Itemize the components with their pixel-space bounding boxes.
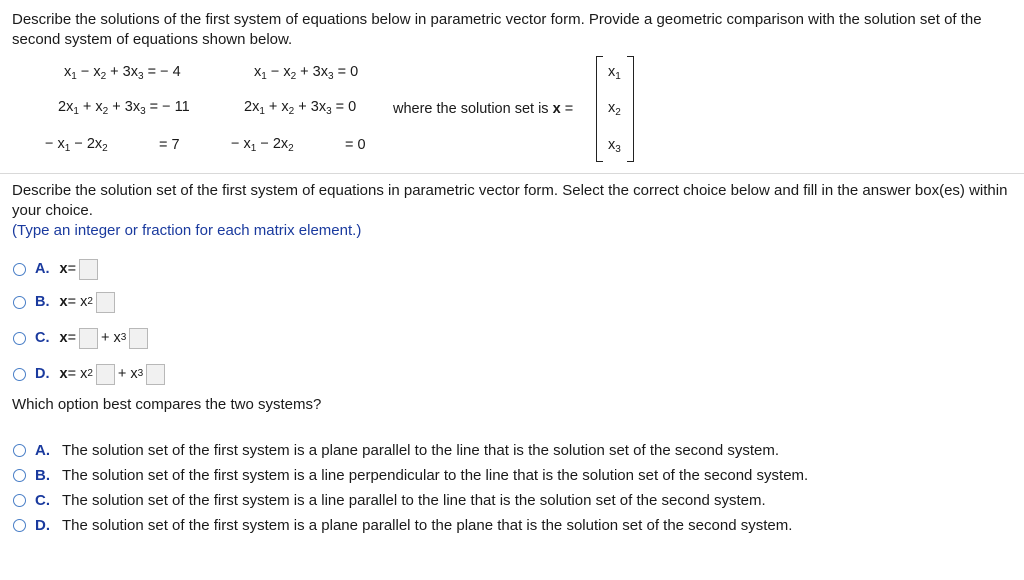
q1-option-b-letter: B.	[35, 294, 50, 310]
q2-option-d-letter: D.	[35, 516, 50, 534]
q2-option-c-text: The solution set of the first system is a line parallel to the line that is the solution set of the second system.	[62, 491, 766, 509]
q2-option-c-radio[interactable]	[13, 494, 26, 507]
q2-option-b-radio[interactable]	[13, 469, 26, 482]
q1-b-answer-box[interactable]	[96, 292, 115, 313]
q2-option-a[interactable]	[13, 440, 779, 460]
system2-eq3-rhs: = 0	[345, 137, 366, 153]
solution-vector-matrix	[596, 56, 634, 162]
question1-hint: (Type an integer or fraction for each matrix element.)	[12, 222, 362, 239]
q1-option-a-radio[interactable]	[13, 263, 26, 276]
q2-option-d[interactable]	[13, 515, 792, 535]
q1-d-answer-box-1[interactable]	[96, 364, 115, 385]
system2-eq3: − $x_1 - 2x_2$	[231, 136, 294, 154]
q1-option-d-letter: D.	[35, 366, 50, 382]
q1-a-answer-box[interactable]	[79, 259, 98, 280]
matrix-entry-3: $x_3$	[608, 137, 621, 155]
matrix-entry-1: $x_1$	[608, 64, 621, 82]
system2-eq2: $2x_1 + x_2 + 3x_3 = 0$	[244, 99, 357, 117]
q2-option-b-letter: B.	[35, 466, 50, 484]
q1-option-c-radio[interactable]	[13, 332, 26, 345]
matrix-right-bracket	[627, 56, 634, 162]
question1-text: Describe the solution set of the first system of equations in parametric vector form. Select the correct choice below and fill in the answer box(es) within your choice.	[12, 182, 1008, 219]
q1-option-a-letter: A.	[35, 261, 50, 277]
system1-eq1: $x_1 - x_2 + 3x_3$ = − 4	[64, 64, 181, 82]
solution-set-label: where the solution set is x =	[393, 101, 574, 117]
problem-prompt: Describe the solutions of the first system of equations below in parametric vector form. Provide a geometric comparison with the solution set of the second system of equations shown below.	[12, 11, 982, 48]
q2-option-d-text: The solution set of the first system is a plane parallel to the plane that is the solution set of the second system.	[62, 516, 793, 534]
q1-option-d[interactable]: D. x = x 2 + x 3	[13, 364, 168, 384]
system1-eq3-rhs: = 7	[159, 137, 180, 153]
q1-option-a[interactable]: A. x =	[13, 259, 101, 279]
q1-c-answer-box-2[interactable]	[129, 328, 148, 349]
section-divider	[0, 173, 1024, 174]
q2-option-a-text: The solution set of the first system is a plane parallel to the line that is the solution set of the second system.	[62, 441, 780, 459]
q1-c-answer-box-1[interactable]	[79, 328, 98, 349]
q1-d-answer-box-2[interactable]	[146, 364, 165, 385]
q1-option-c-letter: C.	[35, 330, 50, 346]
q2-option-d-radio[interactable]	[13, 519, 26, 532]
matrix-entry-2: $x_2$	[608, 100, 621, 118]
system2-eq1: $x_1 - x_2 + 3x_3 = 0$	[254, 64, 359, 82]
q2-option-b-text: The solution set of the first system is a line perpendicular to the line that is the solution set of the second system.	[62, 466, 809, 484]
system1-eq3: − $x_1 - 2x_2$	[45, 136, 108, 154]
q2-option-a-radio[interactable]	[13, 444, 26, 457]
q2-option-c[interactable]	[13, 490, 766, 510]
q2-option-c-letter: C.	[35, 491, 50, 509]
q1-option-d-radio[interactable]	[13, 368, 26, 381]
system1-eq2: $2x_1 + x_2 + 3x_3$ = − 11	[58, 99, 190, 117]
q1-option-b-radio[interactable]	[13, 296, 26, 309]
q1-option-c[interactable]: C. x = + x 3	[13, 328, 151, 348]
question2-text: Which option best compares the two systems?	[12, 396, 322, 413]
q2-option-a-letter: A.	[35, 441, 50, 459]
matrix-left-bracket	[596, 56, 603, 162]
q1-option-b[interactable]: B. x = x 2	[13, 292, 118, 312]
q2-option-b[interactable]	[13, 465, 808, 485]
